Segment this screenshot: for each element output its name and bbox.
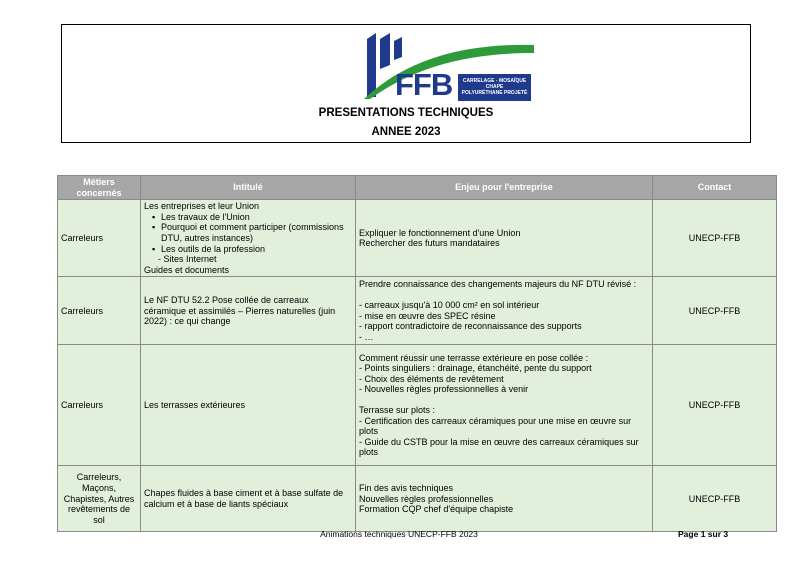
enjeu-line: Formation CQP chef d'équipe chapiste <box>359 504 514 515</box>
table-row <box>58 200 777 277</box>
enjeu-line: - … <box>359 331 374 342</box>
document-header <box>61 24 751 143</box>
enjeu-cell <box>356 345 653 466</box>
enjeu-line: Comment réussir une terrasse extérieure en pose collée : <box>359 352 589 363</box>
column-header: Contact <box>653 176 777 200</box>
intitule-sub: - Sites Internet <box>158 254 217 265</box>
document-title: PRESENTATIONS TECHNIQUES <box>318 107 494 119</box>
enjeu-line: - Choix des éléments de revêtement <box>359 373 504 384</box>
column-header: Enjeu pour l'entreprise <box>356 176 653 200</box>
badge-line: CARRELAGE - MOSAÏQUE <box>462 78 527 84</box>
page-current: 1 <box>700 529 706 539</box>
intitule-bullets <box>144 212 352 254</box>
enjeu-cell <box>356 200 653 277</box>
enjeu-line: Nouvelles règles professionnelles <box>359 493 494 504</box>
enjeu-cell <box>356 277 653 345</box>
contact-cell: UNECP-FFB <box>653 345 777 466</box>
document-year: ANNEE 2023 <box>371 126 441 138</box>
table-row <box>58 466 777 532</box>
page-total: 3 <box>723 529 729 539</box>
list-item: ▪ Les travaux de l'Union <box>152 212 352 223</box>
enjeu-line: - mise en œuvre des SPEC résine <box>359 310 496 321</box>
enjeu-line: - rapport contradictoire de reconnaissance des supports <box>359 321 582 332</box>
enjeu-line <box>359 395 649 405</box>
metier-cell: Carreleurs, Maçons, Chapistes, Autres revêtements de sol <box>58 466 141 532</box>
list-item: ▪ Les outils de la profession <box>152 244 352 255</box>
intitule-cell: Chapes fluides à base ciment et à base sulfate de calcium et à base de liants spéciaux <box>141 466 356 532</box>
badge-line: CHAPE <box>485 84 504 90</box>
column-header: Intitulé <box>141 176 356 200</box>
table-row <box>58 345 777 466</box>
enjeu-line <box>359 290 649 300</box>
ffb-logo <box>362 29 534 101</box>
metier-cell: Carreleurs <box>58 277 141 345</box>
contact-cell: UNECP-FFB <box>653 466 777 532</box>
enjeu-line: Expliquer le fonctionnement d'une Union <box>359 227 521 238</box>
enjeu-line: - Guide du CSTB pour la mise en œuvre des carreaux céramiques sur plots <box>359 436 639 458</box>
page-number <box>678 529 728 539</box>
intitule-cell: Les terrasses extérieures <box>141 345 356 466</box>
contact-cell: UNECP-FFB <box>653 200 777 277</box>
metier-cell: Carreleurs <box>58 200 141 277</box>
enjeu-line: Rechercher des futurs mandataires <box>359 238 500 249</box>
enjeu-cell <box>356 466 653 532</box>
table-row <box>58 277 777 345</box>
page-prefix: Page <box>678 529 701 539</box>
metier-cell: Carreleurs <box>58 345 141 466</box>
intitule-cell: Le NF DTU 52.2 Pose collée de carreaux céramique et assimilés – Pierres naturelles (juin 2022) : ce qui change <box>141 277 356 345</box>
intitule-intro: Les entreprises et leur Union <box>144 201 260 212</box>
intitule-cell <box>141 200 356 277</box>
intitule-outro: Guides et documents <box>144 264 230 275</box>
enjeu-line: Terrasse sur plots : <box>359 405 436 416</box>
footer-text: Animations techniques UNECP-FFB 2023 <box>320 529 478 539</box>
enjeu-line: - Certification des carreaux céramiques pour une mise en œuvre sur plots <box>359 415 632 437</box>
list-item: ▪ Pourquoi et comment participer (commissions DTU, autres instances) <box>152 222 352 243</box>
table-header-row <box>58 176 777 200</box>
logo-text: FFB <box>395 67 453 102</box>
enjeu-line: - Nouvelles règles professionnelles à venir <box>359 384 529 395</box>
page-mid: sur <box>705 529 724 539</box>
presentations-table <box>57 175 777 532</box>
enjeu-line: Fin des avis techniques <box>359 482 454 493</box>
logo-badge <box>458 74 531 101</box>
enjeu-line: Prendre connaissance des changements majeurs du NF DTU révisé : <box>359 279 637 290</box>
enjeu-line: - carreaux jusqu'à 10 000 cm² en sol intérieur <box>359 299 540 310</box>
enjeu-line: - Points singuliers : drainage, étanchéité, pente du support <box>359 363 592 374</box>
column-header: Métiers concernés <box>58 176 141 200</box>
contact-cell: UNECP-FFB <box>653 277 777 345</box>
badge-line: POLYURÉTHANE PROJETÉ <box>461 90 528 96</box>
